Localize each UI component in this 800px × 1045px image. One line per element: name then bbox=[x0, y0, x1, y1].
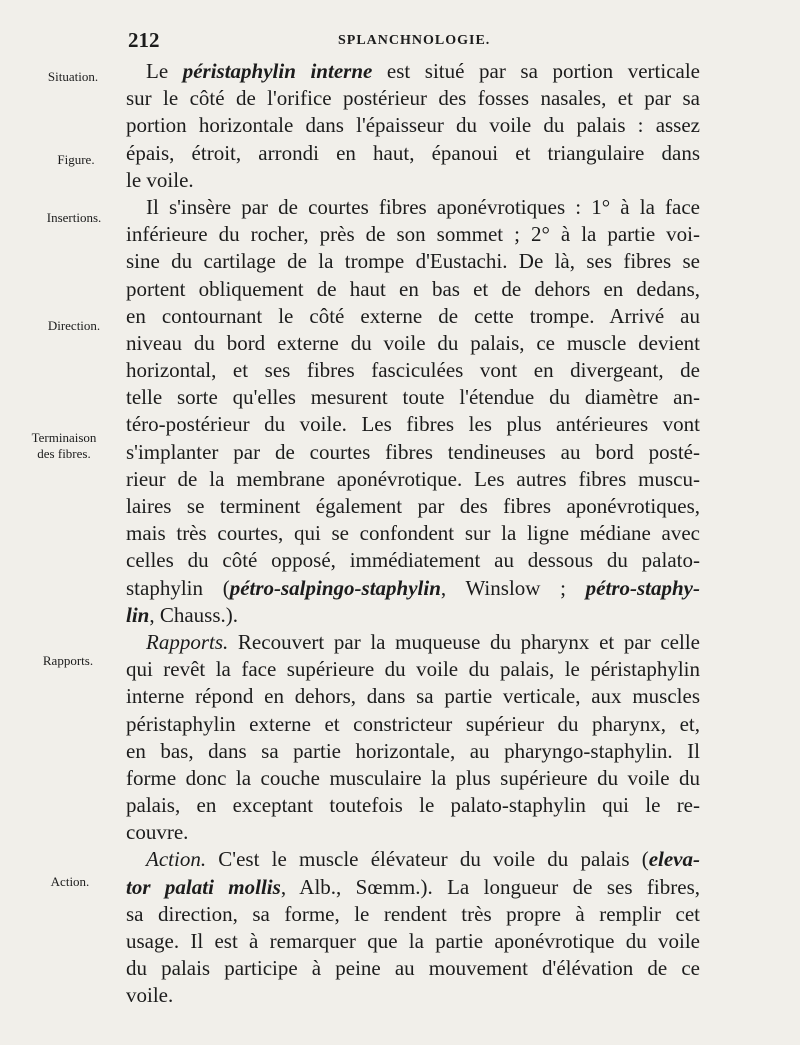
text-line: en contournant le côté externe de cette trompe. Arrivé au bbox=[126, 303, 700, 328]
text-line: sa direction, sa forme, le rendent très propre à remplir cet bbox=[126, 901, 700, 926]
margin-note-direction: Direction. bbox=[47, 318, 101, 333]
text-line: telle sorte qu'elles mesurent toute l'étendue du diamètre an- bbox=[126, 385, 700, 410]
margin-note-rapports: Rapports. bbox=[42, 653, 94, 668]
text-line: laires se terminent également par des fibres aponévrotiques, bbox=[126, 494, 700, 518]
run-in-heading: Action. bbox=[146, 847, 207, 872]
text-line: Le péristaphylin interne est situé par sa portion verticale bbox=[146, 59, 700, 83]
text-line: voile. bbox=[126, 983, 174, 1008]
emphasis: péristaphylin interne bbox=[182, 59, 373, 83]
text-line: péristaphylin externe et constricteur supérieur du pharynx, et, bbox=[126, 711, 700, 736]
text-line: du palais participe à peine au mouvement d'élévation de ce bbox=[126, 956, 700, 981]
text-line: usage. Il est à remarquer que la partie aponévrotique du voile bbox=[126, 929, 700, 953]
running-title: SPLANCHNOLOGIE. bbox=[338, 33, 491, 48]
text-line: le voile. bbox=[126, 167, 194, 192]
text-line: portent obliquement de haut en bas et de dehors en dedans, bbox=[126, 276, 700, 301]
margin-note-figure: Figure. bbox=[57, 152, 95, 167]
body-text bbox=[126, 58, 700, 1010]
text-line: sine du cartilage de la trompe d'Eustachi. De là, ses fibres se bbox=[126, 249, 700, 274]
emphasis: eleva- bbox=[648, 847, 700, 872]
text-line: horizontal, et ses fibres fasciculées vont en divergeant, de bbox=[126, 358, 700, 383]
text-line: s'implanter par de courtes fibres tendineuses au bord posté- bbox=[126, 439, 700, 464]
text-line: tor palati mollis, Alb., Sœmm.). La longueur de ses fibres, bbox=[126, 874, 700, 899]
margin-note-action: Action. bbox=[50, 874, 90, 889]
page-number: 212 bbox=[128, 28, 160, 52]
text-line: Action. C'est le muscle élévateur du voile du palais (eleva- bbox=[146, 847, 700, 872]
text-line: celles du côté opposé, immédiatement au dessous du palato- bbox=[126, 548, 700, 573]
text-line: niveau du bord externe du voile du palais, ce muscle devient bbox=[126, 330, 700, 355]
margin-note-terminaison bbox=[18, 430, 110, 462]
text-line: palais, en exceptant toutefois le palato-staphylin qui le re- bbox=[126, 793, 700, 818]
run-in-heading: Rapports. bbox=[146, 629, 229, 654]
margin-note-insertions: Insertions. bbox=[46, 210, 102, 225]
text-line: forme donc la couche musculaire la plus supérieure du voile du bbox=[126, 765, 700, 790]
text-line: sur le côté de l'orifice postérieur des fosses nasales, et par sa bbox=[126, 86, 700, 111]
emphasis: lin bbox=[126, 602, 150, 627]
text-line: mais très courtes, qui se confondent sur la ligne médiane avec bbox=[126, 521, 700, 546]
margin-note-terminaison-line2: des fibres. bbox=[37, 446, 91, 461]
text-line: rieur de la membrane aponévrotique. Les autres fibres muscu- bbox=[126, 466, 700, 491]
text-line: en bas, dans sa partie horizontale, au pharyngo-staphylin. Il bbox=[126, 738, 700, 763]
text-line: lin, Chauss.). bbox=[126, 602, 239, 627]
text-line: épais, étroit, arrondi en haut, épanoui et triangulaire dans bbox=[126, 140, 700, 165]
text-line: inférieure du rocher, près de son sommet ; 2° à la partie voi- bbox=[126, 222, 700, 247]
text-line: qui revêt la face supérieure du voile du palais, le péristaphylin bbox=[126, 657, 700, 682]
text-line: Il s'insère par de courtes fibres aponévrotiques : 1° à la face bbox=[146, 194, 700, 219]
text-line: staphylin (pétro-salpingo-staphylin, Winslow ; pétro-staphy- bbox=[126, 575, 700, 600]
text-line: Rapports. Recouvert par la muqueuse du pharynx et par celle bbox=[146, 629, 700, 654]
text-line: interne répond en dehors, dans sa partie verticale, aux muscles bbox=[126, 684, 700, 709]
emphasis: pétro-staphy- bbox=[585, 575, 700, 600]
emphasis: pétro-salpingo-staphylin bbox=[229, 575, 441, 600]
margin-note-terminaison-line1: Terminaison bbox=[31, 430, 97, 445]
page-header bbox=[128, 28, 698, 56]
emphasis: tor palati mollis bbox=[126, 874, 281, 899]
text-line: téro-postérieur du voile. Les fibres les plus antérieures vont bbox=[126, 412, 700, 437]
margin-note-situation: Situation. bbox=[47, 69, 99, 84]
text-line: portion horizontale dans l'épaisseur du voile du palais : assez bbox=[126, 113, 700, 138]
text-line: couvre. bbox=[126, 820, 189, 845]
